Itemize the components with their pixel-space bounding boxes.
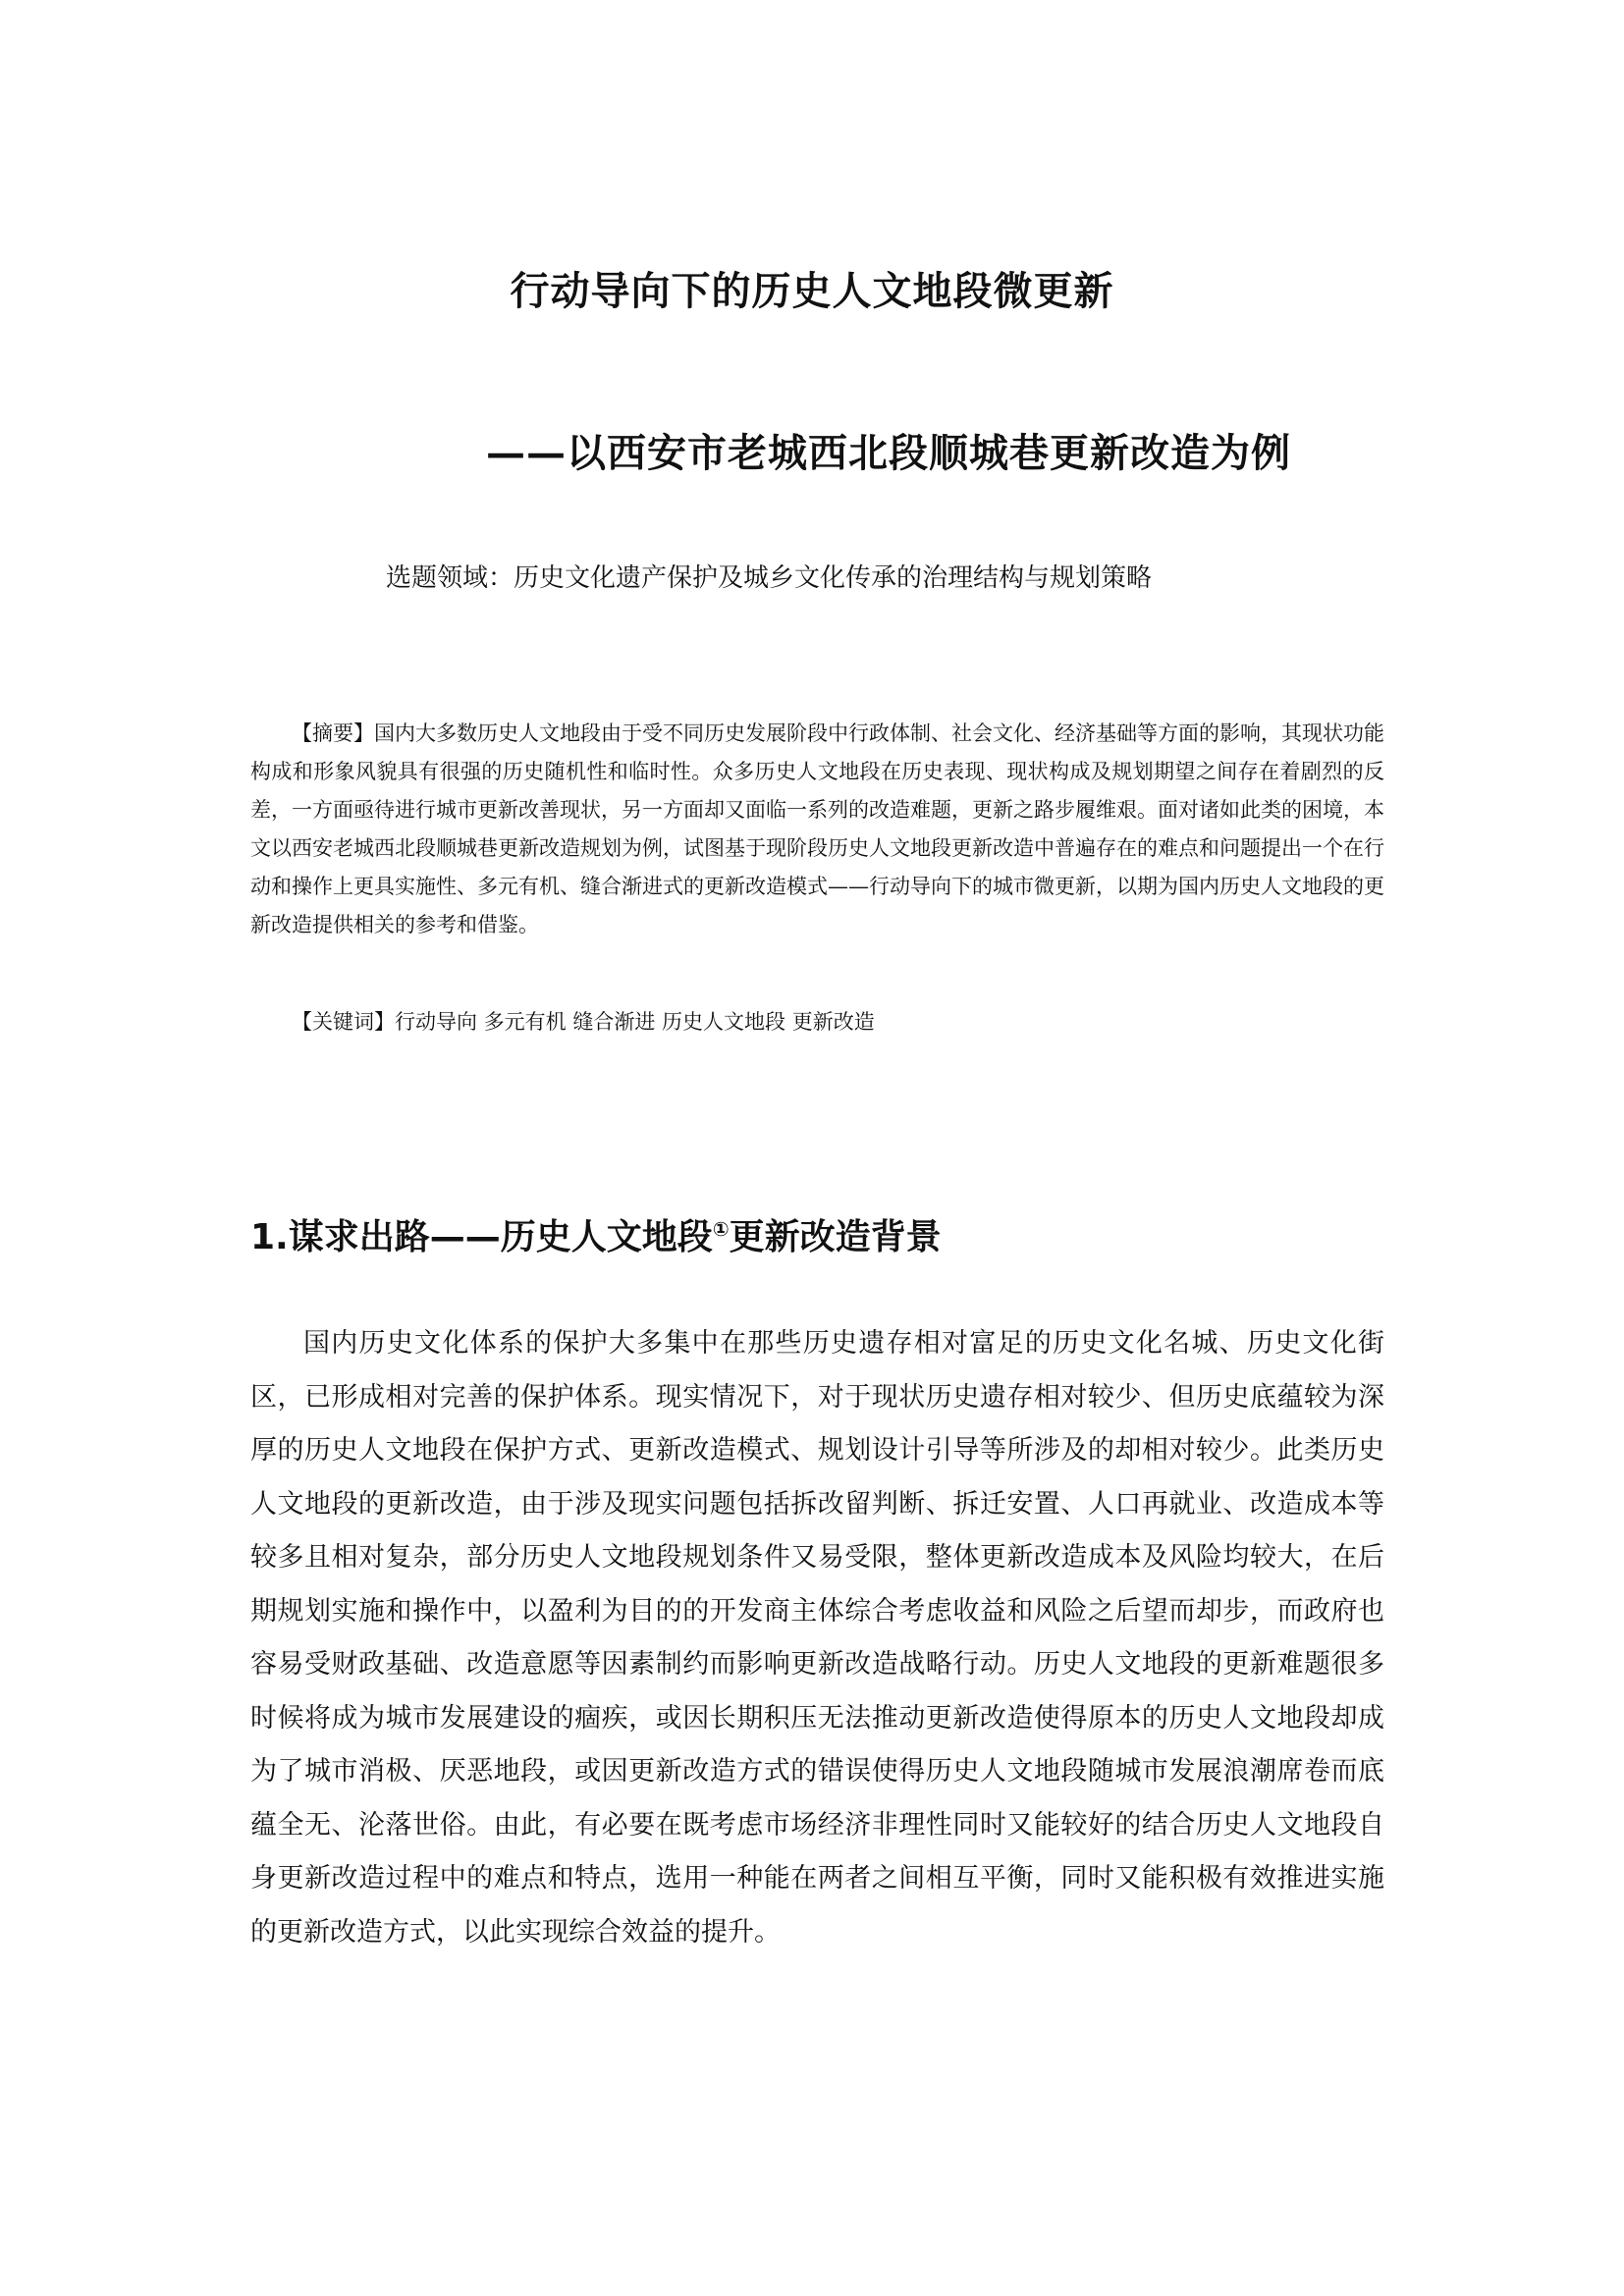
page-title: 行动导向下的历史人文地段微更新 — [510, 268, 1114, 314]
section-heading-main: 1.谋求出路——历史人文地段 — [250, 1217, 713, 1257]
page-subtitle: ——以西安市老城西北段顺城巷更新改造为例 — [486, 430, 1291, 476]
keywords-line: 【关键词】行动导向 多元有机 缝合渐进 历史人文地段 更新改造 — [292, 1010, 875, 1034]
abstract-paragraph: 【摘要】国内大多数历史人文地段由于受不同历史发展阶段中行政体制、社会文化、经济基础等方面的影响，其现状功能构成和形象风貌具有很强的历史随机性和临时性。众多历史人文地段在历史表现、现状构成及规划期望之间存在着剧烈的反差，一方面亟待进行城市更新改善现状，另一方面却又面临一系列的改造难题，更新之路步履维艰。面对诸如此类的困境，本文以西安老城西北段顺城巷更新改造规划为例，试图基于现阶段历史人文地段更新改造中普遍存在的难点和问题提出一个在行动和操作上更具实施性、多元有机、缝合渐进式的更新改造模式——行动导向下的城市微更新，以期为国内历史人文地段的更新改造提供相关的参考和借鉴。 — [250, 721, 1384, 936]
section-heading-tail: 更新改造背景 — [729, 1217, 942, 1257]
topic-line: 选题领域：历史文化遗产保护及城乡文化传承的治理结构与规划策略 — [386, 563, 1153, 593]
body-paragraph: 国内历史文化体系的保护大多集中在那些历史遗存相对富足的历史文化名城、历史文化街区，已形成相对完善的保护体系。现实情况下，对于现状历史遗存相对较少、但历史底蕴较为深厚的历史人文地段在保护方式、更新改造模式、规划设计引导等所涉及的却相对较少。此类历史人文地段的更新改造，由于涉及现实问题包括拆改留判断、拆迁安置、人口再就业、改造成本等较多且相对复杂，部分历史人文地段规划条件又易受限，整体更新改造成本及风险均较大，在后期规划实施和操作中，以盈利为目的的开发商主体综合考虑收益和风险之后望而却步，而政府也容易受财政基础、改造意愿等因素制约而影响更新改造战略行动。历史人文地段的更新难题很多时候将成为城市发展建设的痼疾，或因长期积压无法推动更新改造使得原本的历史人文地段却成为了城市消极、厌恶地段，或因更新改造方式的错误使得历史人文地段随城市发展浪潮席卷而底蕴全无、沦落世俗。由此，有必要在既考虑市场经济非理性同时又能较好的结合历史人文地段自身更新改造过程中的难点和特点，选用一种能在两者之间相互平衡，同时又能积极有效推进实施的更新改造方式，以此实现综合效益的提升。 — [250, 1328, 1384, 1948]
section-heading — [250, 1209, 942, 1259]
footnote-marker: ① — [712, 1217, 730, 1241]
